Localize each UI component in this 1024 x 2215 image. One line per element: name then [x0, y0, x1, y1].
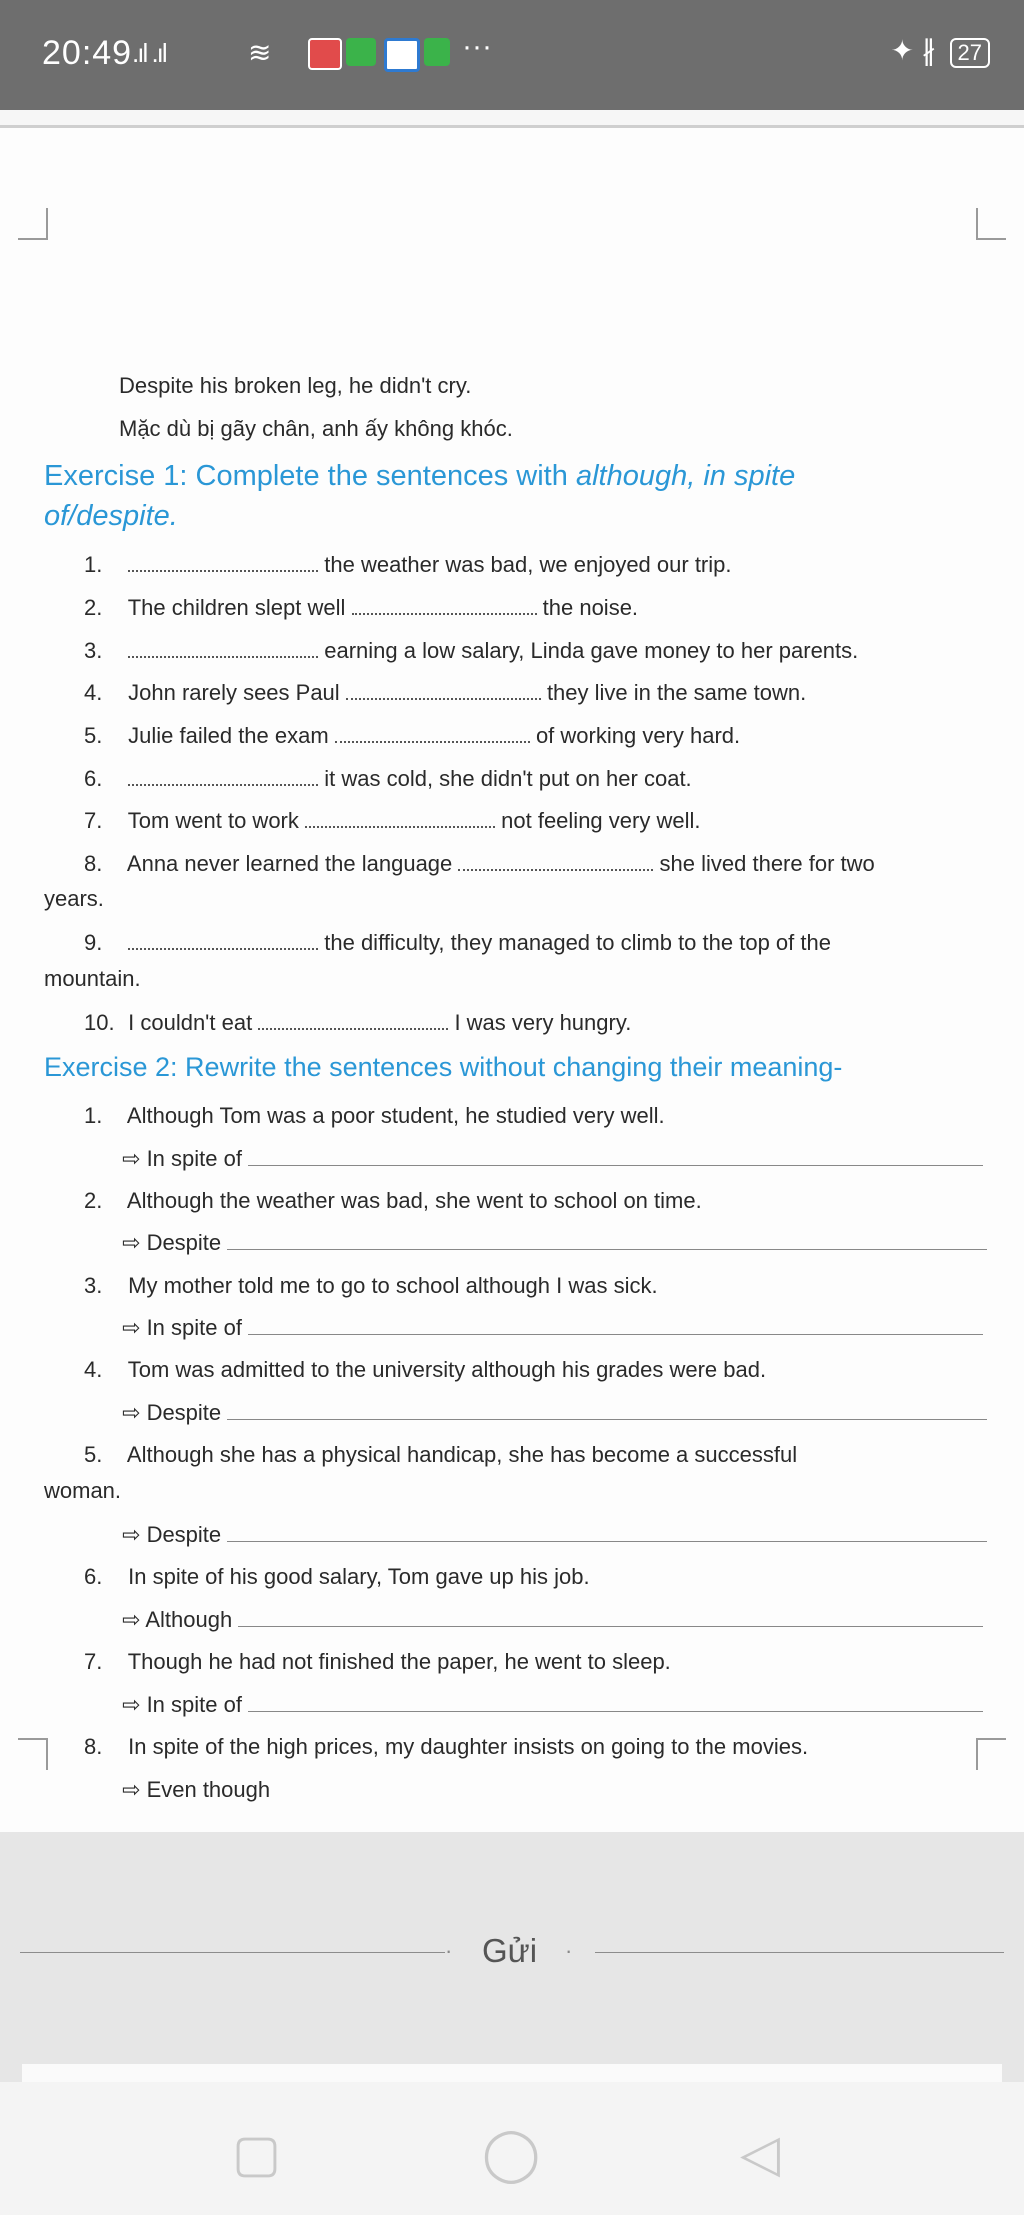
notification-app-icon [308, 38, 342, 70]
notification-app-icon [384, 38, 420, 72]
ex2-prompt [122, 1607, 983, 1633]
recent-apps-button[interactable]: ▢ [232, 2125, 282, 2183]
exercise2-title: Exercise 2: Rewrite the sentences without changing their meaning- [44, 1052, 843, 1082]
ex2-prompt [122, 1315, 983, 1341]
page-corner-mark [18, 208, 48, 240]
message-icon [424, 38, 450, 66]
item-text: Though he had not finished the paper, he went to sleep. [127, 1649, 671, 1674]
ex1-item [84, 1010, 631, 1036]
answer-line[interactable] [227, 1249, 987, 1250]
ex2-prompt [122, 1777, 270, 1803]
arrow-icon: ⇨ [122, 1400, 141, 1425]
ex2-item [84, 1103, 665, 1129]
answer-blank[interactable] [352, 607, 537, 615]
divider [595, 1952, 1004, 1953]
arrow-icon: ⇨ [122, 1607, 141, 1632]
answer-blank[interactable] [305, 820, 495, 828]
reply-footer [0, 1832, 1024, 2082]
item-text: Julie failed the exam [128, 723, 329, 748]
ex1-item-cont: years. [44, 886, 104, 911]
item-text: In spite of the high prices, my daughter insists on going to the movies. [128, 1734, 809, 1759]
bullet-dot: · [445, 1938, 453, 1963]
prompt-text: Despite [146, 1522, 222, 1547]
item-text: the weather was bad, we enjoyed our trip. [324, 552, 732, 577]
ex2-prompt [122, 1522, 987, 1548]
page-corner-mark [18, 1738, 48, 1770]
ex2-item [84, 1273, 658, 1299]
notification-app-icon [346, 38, 376, 66]
answer-line[interactable] [248, 1165, 983, 1166]
ex1-item-cont: mountain. [44, 966, 141, 991]
item-text: earning a low salary, Linda gave money to her parents. [324, 638, 859, 663]
answer-blank[interactable] [128, 564, 318, 572]
home-button[interactable]: ◯ [482, 2125, 541, 2183]
ex1-item [84, 552, 732, 578]
item-number: 7. [84, 808, 103, 833]
ex1-item [84, 930, 831, 956]
item-text: she lived there for two [659, 851, 875, 876]
item-text: they live in the same town. [546, 680, 807, 705]
send-button[interactable]: Gửi [482, 1932, 538, 1969]
item-number: 10. [84, 1010, 115, 1035]
status-right [890, 34, 990, 68]
ex2-item [84, 1357, 766, 1383]
bluetooth-icon: ✦ ∦ [890, 35, 936, 66]
item-number: 9. [84, 930, 103, 955]
item-text: Tom went to work [127, 808, 299, 833]
system-nav-bar [0, 2082, 1024, 2215]
exercise1-title-text: Exercise 1: Complete the sentences with [44, 460, 568, 492]
ex2-item [84, 1442, 797, 1468]
answer-blank[interactable] [128, 650, 318, 658]
item-text: I couldn't eat [128, 1010, 253, 1035]
answer-blank[interactable] [346, 692, 541, 700]
item-number: 3. [84, 1273, 103, 1298]
item-number: 4. [84, 680, 103, 705]
ex2-item [84, 1649, 671, 1675]
item-text: I was very hungry. [454, 1010, 632, 1035]
answer-blank[interactable] [258, 1022, 448, 1030]
exercise1-title-cont [44, 500, 178, 533]
item-number: 7. [84, 1649, 103, 1674]
item-number: 2. [84, 1188, 103, 1213]
reply-input[interactable] [22, 2064, 1002, 2084]
example-vietnamese: Mặc dù bị gãy chân, anh ấy không khóc. [119, 416, 513, 441]
send-row [20, 1932, 1004, 1972]
exercise1-title [44, 460, 795, 493]
item-text: the difficulty, they managed to climb to the top of the [324, 930, 831, 955]
wifi-icon: ≋ [248, 37, 272, 68]
item-number: 8. [84, 1734, 103, 1759]
exercise1-title-italic-cont: of/despite. [44, 500, 178, 532]
answer-blank[interactable] [128, 778, 318, 786]
prompt-text: Although [145, 1607, 233, 1632]
battery-icon: 27 [950, 38, 990, 68]
answer-line[interactable] [227, 1419, 987, 1420]
prompt-text: Even though [146, 1777, 271, 1802]
back-button[interactable]: ◁ [740, 2125, 780, 2183]
ex1-item [84, 851, 875, 877]
ex2-item [84, 1734, 808, 1760]
status-time: 20:49 [42, 34, 133, 72]
item-text: it was cold, she didn't put on her coat. [324, 766, 692, 791]
item-text: In spite of his good salary, Tom gave up his job. [128, 1564, 590, 1589]
arrow-icon: ⇨ [122, 1315, 141, 1340]
arrow-icon: ⇨ [122, 1777, 141, 1802]
item-number: 3. [84, 638, 103, 663]
arrow-icon: ⇨ [122, 1230, 141, 1255]
prompt-text: In spite of [146, 1692, 242, 1717]
answer-line[interactable] [227, 1541, 987, 1542]
document-page[interactable] [0, 125, 1024, 1833]
prompt-text: In spite of [146, 1315, 242, 1340]
ex1-item [84, 766, 692, 792]
exercise1-title-italic: although, in spite [575, 460, 796, 492]
prompt-text: Despite [146, 1230, 222, 1255]
ex2-prompt [122, 1230, 987, 1256]
example-english: Despite his broken leg, he didn't cry. [119, 373, 472, 398]
status-bar [0, 0, 1024, 110]
page-corner-mark [976, 208, 1006, 240]
item-number: 8. [84, 851, 103, 876]
item-number: 5. [84, 723, 103, 748]
prompt-text: In spite of [146, 1146, 242, 1171]
answer-blank[interactable] [458, 863, 653, 871]
item-text: the noise. [542, 595, 639, 620]
ex1-item [84, 808, 700, 834]
divider [20, 1952, 445, 1953]
item-text: Although the weather was bad, she went to school on time. [126, 1188, 702, 1213]
signal-icon: .ıl .ıl [132, 38, 166, 68]
arrow-icon: ⇨ [122, 1146, 141, 1171]
item-number: 2. [84, 595, 103, 620]
ex2-item [84, 1564, 590, 1590]
arrow-icon: ⇨ [122, 1522, 141, 1547]
ex2-prompt [122, 1400, 987, 1426]
ex2-prompt [122, 1146, 983, 1172]
item-text: not feeling very well. [501, 808, 701, 833]
item-text: My mother told me to go to school although I was sick. [128, 1273, 658, 1298]
item-number: 4. [84, 1357, 103, 1382]
item-text: The children slept well [127, 595, 346, 620]
item-text: Although she has a physical handicap, she has become a successful [126, 1442, 798, 1467]
ex1-item [84, 723, 740, 749]
item-number: 1. [84, 552, 103, 577]
ex1-item [84, 638, 858, 664]
more-notifications-icon: ··· [462, 30, 492, 63]
ex2-prompt [122, 1692, 983, 1718]
arrow-icon: ⇨ [122, 1692, 141, 1717]
page-corner-mark [976, 1738, 1006, 1770]
item-text: Tom was admitted to the university although his grades were bad. [127, 1357, 767, 1382]
item-number: 6. [84, 766, 103, 791]
answer-line[interactable] [248, 1711, 983, 1712]
answer-line[interactable] [238, 1626, 983, 1627]
item-text: Anna never learned the language [126, 851, 453, 876]
ex2-item-cont: woman. [44, 1478, 122, 1503]
ex1-item [84, 680, 806, 706]
item-text: of working very hard. [535, 723, 741, 748]
item-text: Although Tom was a poor student, he studied very well. [126, 1103, 665, 1128]
item-number: 5. [84, 1442, 103, 1467]
answer-blank[interactable] [128, 942, 318, 950]
answer-blank[interactable] [335, 735, 530, 743]
item-number: 1. [84, 1103, 103, 1128]
item-number: 6. [84, 1564, 103, 1589]
ex2-item [84, 1188, 702, 1214]
ex1-item [84, 595, 638, 621]
answer-line[interactable] [248, 1334, 983, 1335]
prompt-text: Despite [146, 1400, 222, 1425]
bullet-dot: · [565, 1938, 573, 1963]
item-text: John rarely sees Paul [128, 680, 340, 705]
